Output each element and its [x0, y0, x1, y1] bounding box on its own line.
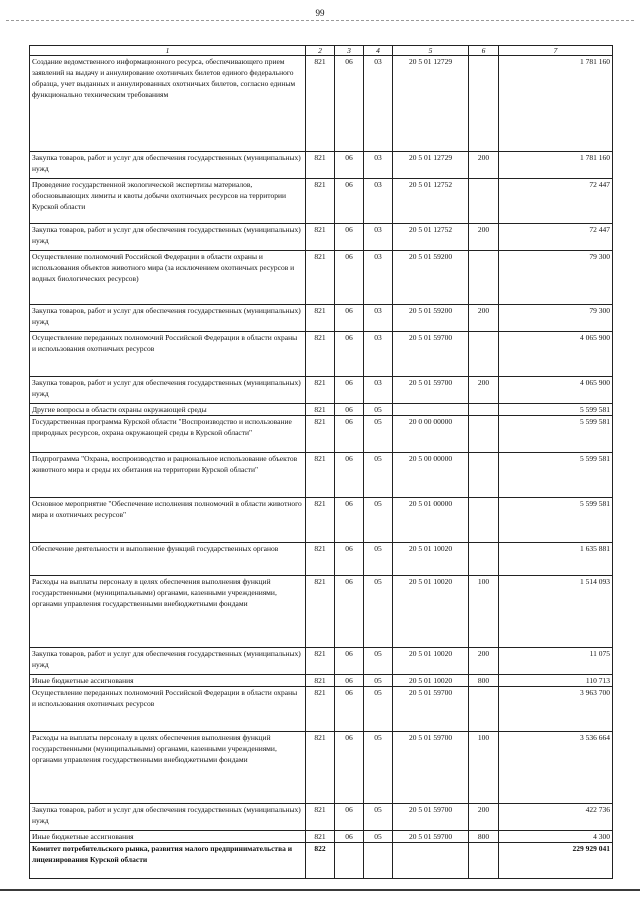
expense-type-code [469, 251, 499, 305]
section-code: 06 [335, 831, 364, 843]
row-description: Осуществление полномочий Российской Федерации в области охраны и использования объектов животного мира (за исключением охотничьих ресурсов и водных биологических ресурсов) [30, 251, 306, 305]
amount: 5 599 581 [499, 453, 613, 498]
table-row [30, 305, 613, 332]
amount: 1 635 881 [499, 543, 613, 576]
table-row [30, 224, 613, 251]
amount: 79 300 [499, 251, 613, 305]
ministry-code: 821 [306, 453, 335, 498]
amount: 11 075 [499, 648, 613, 675]
ministry-code: 821 [306, 179, 335, 224]
ministry-code: 821 [306, 332, 335, 377]
ministry-code: 821 [306, 732, 335, 804]
ministry-code: 821 [306, 224, 335, 251]
ministry-code: 821 [306, 251, 335, 305]
ministry-code: 821 [306, 648, 335, 675]
subsection-code: 05 [364, 804, 393, 831]
subsection-code: 05 [364, 576, 393, 648]
expense-type-code [469, 543, 499, 576]
target-item-code: 20 5 01 12729 [393, 56, 469, 152]
subsection-code: 03 [364, 152, 393, 179]
row-description: Проведение государственной экологической экспертизы материалов, обосновывающих лимиты и квоты добычи охотничьих ресурсов на территории Курской области [30, 179, 306, 224]
section-code: 06 [335, 804, 364, 831]
subsection-code: 05 [364, 831, 393, 843]
expense-type-code: 200 [469, 305, 499, 332]
amount: 5 599 581 [499, 416, 613, 453]
row-description: Осуществление переданных полномочий Российской Федерации в области охраны и использования охотничьих ресурсов [30, 332, 306, 377]
ministry-code: 821 [306, 543, 335, 576]
row-description: Осуществление переданных полномочий Российской Федерации в области охраны и использования охотничьих ресурсов [30, 687, 306, 732]
target-item-code: 20 5 01 59700 [393, 804, 469, 831]
amount: 3 963 700 [499, 687, 613, 732]
expense-type-code: 100 [469, 576, 499, 648]
section-code: 06 [335, 675, 364, 687]
target-item-code: 20 5 01 12729 [393, 152, 469, 179]
table-row [30, 831, 613, 843]
row-description: Другие вопросы в области охраны окружающей среды [30, 404, 306, 416]
table-row [30, 152, 613, 179]
ministry-code: 821 [306, 675, 335, 687]
target-item-code: 20 5 01 00000 [393, 498, 469, 543]
ministry-code: 822 [306, 843, 335, 879]
amount: 4 065 900 [499, 377, 613, 404]
row-description: Создание ведомственного информационного ресурса, обеспечивающего прием заявлений на выдачу и аннулирование охотничьих билетов единого федерального образца, учет выданных и аннулированных охотничьих билетов, согласно единым функционально техническим требованиям [30, 56, 306, 152]
row-description: Закупка товаров, работ и услуг для обеспечения государственных (муниципальных) нужд [30, 152, 306, 179]
table-row [30, 675, 613, 687]
target-item-code [393, 843, 469, 879]
expense-type-code: 200 [469, 648, 499, 675]
table-row [30, 56, 613, 152]
amount: 4 065 900 [499, 332, 613, 377]
section-code: 06 [335, 576, 364, 648]
table-row [30, 404, 613, 416]
table-row [30, 732, 613, 804]
expense-type-code: 200 [469, 152, 499, 179]
row-description: Иные бюджетные ассигнования [30, 831, 306, 843]
target-item-code: 20 5 01 59700 [393, 732, 469, 804]
column-number-row [30, 46, 613, 56]
amount: 3 536 664 [499, 732, 613, 804]
column-header: 4 [364, 46, 393, 56]
budget-table [29, 45, 613, 879]
subsection-code: 05 [364, 543, 393, 576]
budget-table-body [30, 56, 613, 879]
ministry-code: 821 [306, 404, 335, 416]
column-header: 5 [393, 46, 469, 56]
table-row [30, 576, 613, 648]
target-item-code: 20 5 01 12752 [393, 224, 469, 251]
section-code: 06 [335, 648, 364, 675]
ministry-code: 821 [306, 498, 335, 543]
target-item-code: 20 5 01 59700 [393, 687, 469, 732]
ministry-code: 821 [306, 831, 335, 843]
expense-type-code: 200 [469, 804, 499, 831]
expense-type-code [469, 453, 499, 498]
row-description: Закупка товаров, работ и услуг для обеспечения государственных (муниципальных) нужд [30, 804, 306, 831]
expense-type-code: 200 [469, 224, 499, 251]
expense-type-code [469, 416, 499, 453]
expense-type-code: 800 [469, 831, 499, 843]
row-description: Расходы на выплаты персоналу в целях обеспечения выполнения функций государственными (муниципальными) органами, казенными учреждениями, органами управления государственными внебюджетными фондами [30, 732, 306, 804]
expense-type-code [469, 179, 499, 224]
row-description: Расходы на выплаты персоналу в целях обеспечения выполнения функций государственными (муниципальными) органами, казенными учреждениями, органами управления государственными внебюджетными фондами [30, 576, 306, 648]
amount: 1 781 160 [499, 56, 613, 152]
table-row [30, 251, 613, 305]
row-description: Закупка товаров, работ и услуг для обеспечения государственных (муниципальных) нужд [30, 305, 306, 332]
ministry-code: 821 [306, 152, 335, 179]
target-item-code: 20 5 01 59700 [393, 377, 469, 404]
target-item-code: 20 5 01 59700 [393, 332, 469, 377]
target-item-code: 20 5 01 59200 [393, 251, 469, 305]
ministry-code: 821 [306, 687, 335, 732]
section-code: 06 [335, 687, 364, 732]
subsection-code: 03 [364, 332, 393, 377]
target-item-code: 20 5 01 59700 [393, 831, 469, 843]
amount: 72 447 [499, 224, 613, 251]
subsection-code: 03 [364, 251, 393, 305]
table-row [30, 453, 613, 498]
row-description: Иные бюджетные ассигнования [30, 675, 306, 687]
section-code: 06 [335, 251, 364, 305]
subsection-code: 03 [364, 305, 393, 332]
section-code [335, 843, 364, 879]
row-description: Закупка товаров, работ и услуг для обеспечения государственных (муниципальных) нужд [30, 648, 306, 675]
target-item-code: 20 5 01 12752 [393, 179, 469, 224]
column-header: 3 [335, 46, 364, 56]
ministry-code: 821 [306, 56, 335, 152]
section-code: 06 [335, 305, 364, 332]
section-code: 06 [335, 453, 364, 498]
target-item-code: 20 5 01 10020 [393, 543, 469, 576]
section-code: 06 [335, 56, 364, 152]
section-code: 06 [335, 179, 364, 224]
amount: 422 736 [499, 804, 613, 831]
column-header: 1 [30, 46, 306, 56]
expense-type-code [469, 404, 499, 416]
target-item-code: 20 5 01 10020 [393, 576, 469, 648]
subsection-code [364, 843, 393, 879]
row-description: Закупка товаров, работ и услуг для обеспечения государственных (муниципальных) нужд [30, 377, 306, 404]
amount: 72 447 [499, 179, 613, 224]
expense-type-code [469, 332, 499, 377]
amount: 5 599 581 [499, 404, 613, 416]
section-code: 06 [335, 416, 364, 453]
row-description: Закупка товаров, работ и услуг для обеспечения государственных (муниципальных) нужд [30, 224, 306, 251]
section-code: 06 [335, 152, 364, 179]
subsection-code: 03 [364, 377, 393, 404]
subsection-code: 05 [364, 498, 393, 543]
subsection-code: 05 [364, 648, 393, 675]
subsection-code: 05 [364, 416, 393, 453]
expense-type-code: 200 [469, 377, 499, 404]
expense-type-code [469, 498, 499, 543]
column-header: 7 [499, 46, 613, 56]
row-description: Основное мероприятие "Обеспечение исполнения полномочий в области животного мира и охотничьих ресурсов" [30, 498, 306, 543]
subsection-code: 05 [364, 732, 393, 804]
scan-edge-top [6, 20, 634, 21]
amount: 229 929 041 [499, 843, 613, 879]
target-item-code: 20 0 00 00000 [393, 416, 469, 453]
ministry-code: 821 [306, 576, 335, 648]
row-description: Государственная программа Курской области "Воспроизводство и использование природных ресурсов, охрана окружающей среды в Курской области" [30, 416, 306, 453]
table-row [30, 179, 613, 224]
target-item-code: 20 5 01 10020 [393, 675, 469, 687]
amount: 1 514 093 [499, 576, 613, 648]
section-code: 06 [335, 404, 364, 416]
table-row [30, 687, 613, 732]
amount: 1 781 160 [499, 152, 613, 179]
ministry-code: 821 [306, 416, 335, 453]
target-item-code [393, 404, 469, 416]
subsection-code: 03 [364, 224, 393, 251]
amount: 79 300 [499, 305, 613, 332]
subsection-code: 03 [364, 56, 393, 152]
amount: 110 713 [499, 675, 613, 687]
section-code: 06 [335, 543, 364, 576]
subsection-code: 05 [364, 404, 393, 416]
table-row [30, 416, 613, 453]
ministry-code: 821 [306, 804, 335, 831]
subsection-code: 03 [364, 179, 393, 224]
section-code: 06 [335, 332, 364, 377]
table-row [30, 377, 613, 404]
section-code: 06 [335, 498, 364, 543]
subsection-code: 05 [364, 675, 393, 687]
expense-type-code [469, 687, 499, 732]
expense-type-code [469, 56, 499, 152]
section-code: 06 [335, 732, 364, 804]
section-code: 06 [335, 224, 364, 251]
row-description: Обеспечение деятельности и выполнение функций государственных органов [30, 543, 306, 576]
page-number: 99 [315, 8, 325, 18]
target-item-code: 20 5 00 00000 [393, 453, 469, 498]
expense-type-code [469, 843, 499, 879]
subsection-code: 05 [364, 687, 393, 732]
scan-edge-bottom [0, 889, 640, 891]
column-header: 6 [469, 46, 499, 56]
expense-type-code: 800 [469, 675, 499, 687]
subsection-code: 05 [364, 453, 393, 498]
table-row [30, 843, 613, 879]
amount: 4 300 [499, 831, 613, 843]
ministry-code: 821 [306, 305, 335, 332]
amount: 5 599 581 [499, 498, 613, 543]
expense-type-code: 100 [469, 732, 499, 804]
column-header: 2 [306, 46, 335, 56]
table-row [30, 543, 613, 576]
section-code: 06 [335, 377, 364, 404]
table-row [30, 648, 613, 675]
target-item-code: 20 5 01 59200 [393, 305, 469, 332]
table-row [30, 332, 613, 377]
ministry-code: 821 [306, 377, 335, 404]
table-row [30, 804, 613, 831]
target-item-code: 20 5 01 10020 [393, 648, 469, 675]
row-description: Комитет потребительского рынка, развития малого предпринимательства и лицензирования Курской области [30, 843, 306, 879]
table-row [30, 498, 613, 543]
row-description: Подпрограмма "Охрана, воспроизводство и рациональное использование объектов животного мира и среды их обитания на территории Курской области" [30, 453, 306, 498]
